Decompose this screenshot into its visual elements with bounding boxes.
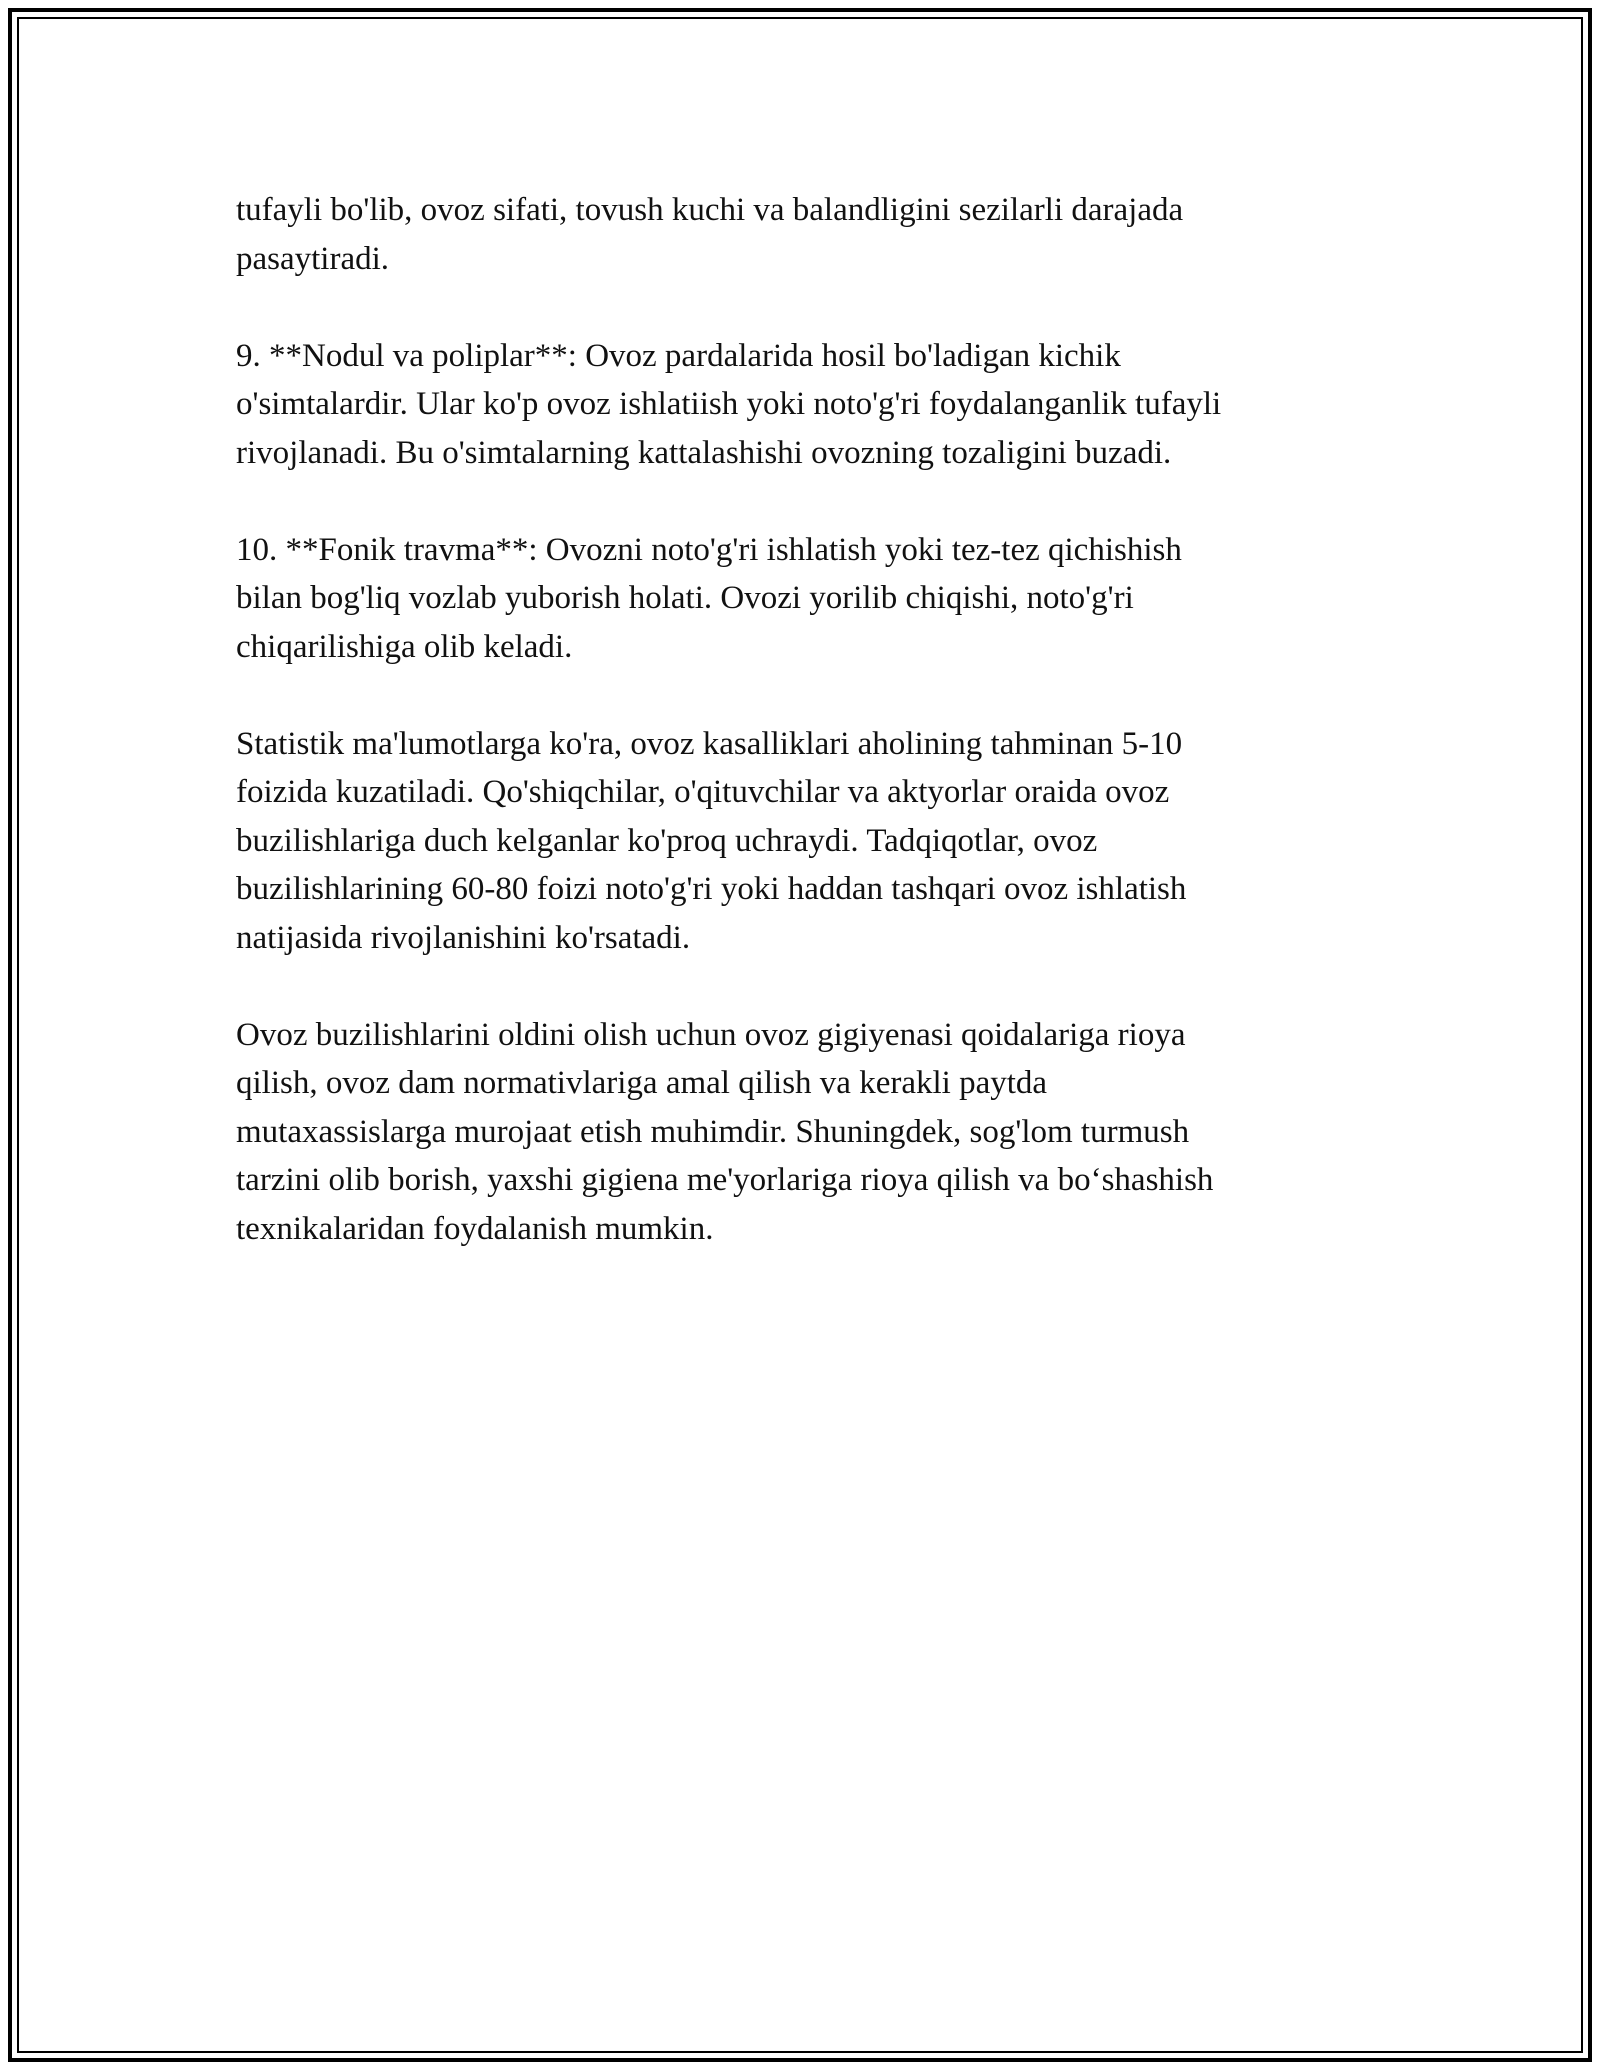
paragraph-statistics: Statistik ma'lumotlarga ko'ra, ovoz kasalliklari aholining tahminan 5-10 foizida kuzatiladi. Qo'shiqchilar, o'qituvchilar va aktyorlar oraida ovoz buzilishlariga duch kelganlar ko'proq uchraydi. Tadqiqotlar, ovoz buzilishlarining 60-80 foizi noto'g'ri yoki haddan tashqari ovoz ishlatish natijasida rivojlanishini ko'rsatadi. [236, 725, 1187, 956]
paragraph-continuation: tufayli bo'lib, ovoz sifati, tovush kuchi va balandligini sezilarli darajada pasaytiradi. [236, 192, 1184, 277]
paragraph-item-10-fonik-travma: 10. **Fonik travma**: Ovozni noto'g'ri ishlatish yoki tez-tez qichishish bilan bog'liq vozlab yuborish holati. Ovozi yorilib chiqishi, noto'g'ri chiqarilishiga olib keladi. [236, 531, 1182, 665]
paragraph-prevention: Ovoz buzilishlarini oldini olish uchun ovoz gigiyenasi qoidalariga rioya qilish, ovoz dam normativlariga amal qilish va kerakli paytda mutaxassislarga murojaat etish muhimdir. Shuningdek, sog'lom turmush tarzini olib borish, yaxshi gigiena me'yorlariga rioya qilish va bo‘shashish texnikalaridan foydalanish mumkin. [236, 1016, 1214, 1247]
paragraph-item-9-nodul-poliplar: 9. **Nodul va poliplar**: Ovoz pardalarida hosil bo'ladigan kichik o'simtalardir. Ular ko'p ovoz ishlatiish yoki noto'g'ri foydalanganlik tufayli rivojlanadi. Bu o'simtalarning kattalashishi ovozning tozaligini buzadi. [236, 337, 1222, 471]
document-body [236, 186, 1356, 1302]
